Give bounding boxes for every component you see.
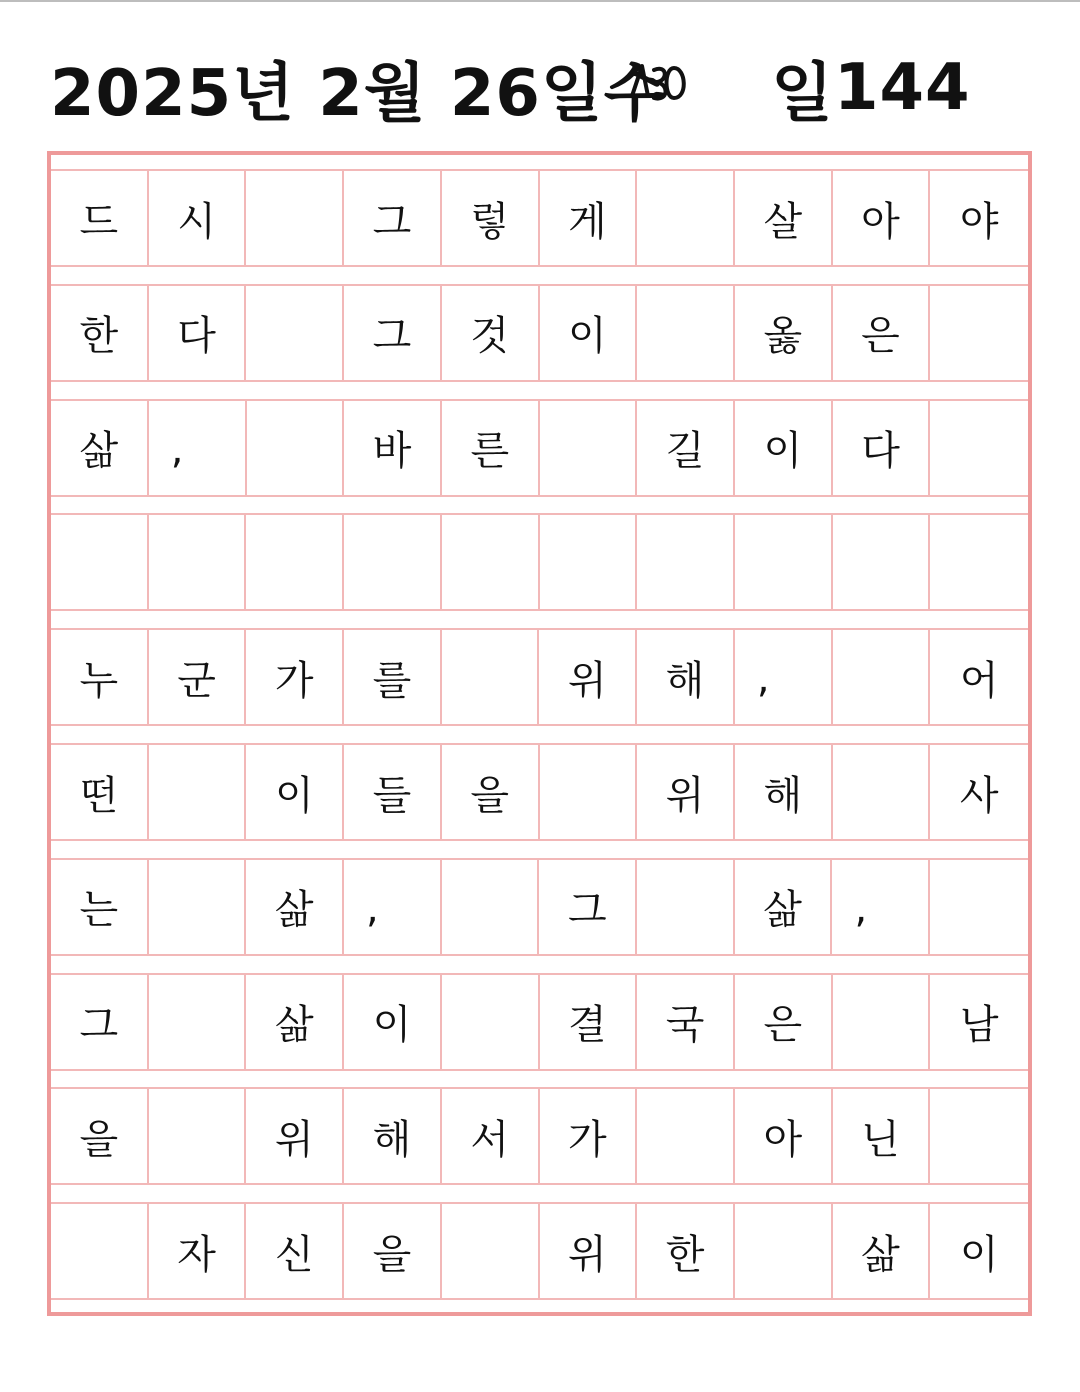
grid-cell: 들 xyxy=(344,745,442,839)
grid-cell: 자 xyxy=(149,1204,247,1298)
grid-cell: 위 xyxy=(539,630,637,724)
grid-cell-empty xyxy=(833,745,931,839)
grid-cell: 삶 xyxy=(51,401,149,495)
grid-cell: , xyxy=(149,401,247,495)
grid-cell-empty xyxy=(442,630,540,724)
grid-cell: 닌 xyxy=(833,1089,931,1183)
grid-cell-empty xyxy=(442,1204,540,1298)
grid-cell-empty xyxy=(246,171,344,265)
grid-cell-empty xyxy=(247,401,345,495)
grid-cell-empty xyxy=(344,515,442,609)
grid-cell: 남 xyxy=(959,1002,999,1049)
title-weekday xyxy=(604,42,834,134)
grid-cell: 한 xyxy=(637,1204,735,1298)
grid-cell: 을 xyxy=(344,1204,442,1298)
grid-cell-empty xyxy=(930,860,1028,954)
grid-cell-empty xyxy=(442,515,540,609)
grid-row xyxy=(51,628,1028,726)
grid-cell: 어 xyxy=(959,657,999,704)
grid-cell: 신 xyxy=(246,1204,344,1298)
grid-cell: , xyxy=(735,630,833,724)
grid-cell-empty xyxy=(149,745,247,839)
grid-cell: 은 xyxy=(833,286,931,380)
grid-cell: 이 xyxy=(540,286,638,380)
grid-cell: 국 xyxy=(637,975,735,1069)
grid-row xyxy=(51,1202,1028,1300)
grid-cell: 다 xyxy=(833,401,931,495)
grid-cell-empty xyxy=(930,286,1028,380)
grid-cell: 사 xyxy=(959,772,999,819)
grid-cell: 결 xyxy=(540,975,638,1069)
grid-cell-empty xyxy=(246,515,344,609)
grid-cell-empty xyxy=(930,401,1028,495)
grid-cell-empty xyxy=(540,401,638,495)
grid-cell: 길 xyxy=(637,401,735,495)
grid-cell: 야 xyxy=(959,198,999,245)
grid-cell: 는 xyxy=(51,860,149,954)
grid-cell: 삶 xyxy=(246,975,344,1069)
grid-cell-empty xyxy=(442,975,540,1069)
grid-row xyxy=(51,1087,1028,1185)
title-date: 2025년 2월 26일 xyxy=(50,57,604,131)
grid-cell-empty xyxy=(930,1089,1028,1183)
grid-cell: 위 xyxy=(540,1204,638,1298)
grid-cell-empty xyxy=(51,515,149,609)
grid-cell: 위 xyxy=(637,745,735,839)
grid-cell-empty xyxy=(51,1204,149,1298)
grid-cell: 은 xyxy=(735,975,833,1069)
grid-cell-empty xyxy=(930,515,1028,609)
title-weekday-suffix: 일 xyxy=(771,57,834,131)
grid-row xyxy=(51,513,1028,611)
grid-cell-empty xyxy=(833,975,931,1069)
grid-cell: 해 xyxy=(637,630,735,724)
grid-cell: 삶 xyxy=(246,860,344,954)
grid-cell-empty xyxy=(442,860,540,954)
grid-cell-empty xyxy=(637,515,735,609)
grid-row xyxy=(51,169,1028,267)
grid-cell: 삶 xyxy=(833,1204,931,1298)
grid-cell: 을 xyxy=(442,745,540,839)
grid-cell-empty xyxy=(833,630,931,724)
grid-cell: 가 xyxy=(246,630,344,724)
crossed-out-scribble xyxy=(628,60,690,106)
grid-cell: 위 xyxy=(246,1089,344,1183)
grid-cell: 해 xyxy=(735,745,833,839)
top-divider xyxy=(0,0,1080,2)
grid-cell: 삶 xyxy=(735,860,833,954)
grid-cell: 그 xyxy=(51,975,149,1069)
grid-cell-empty xyxy=(637,1089,735,1183)
grid-cell: 이 xyxy=(959,1231,999,1278)
grid-row xyxy=(51,973,1028,1071)
grid-cell: 시 xyxy=(149,171,247,265)
grid-cell: 것 xyxy=(442,286,540,380)
page-title xyxy=(50,38,1040,138)
grid-row xyxy=(51,284,1028,382)
grid-cell: 다 xyxy=(149,286,247,380)
grid-cell: 한 xyxy=(51,286,149,380)
grid-cell-empty xyxy=(735,515,833,609)
grid-cell: 드 xyxy=(51,171,149,265)
grid-cell: 해 xyxy=(344,1089,442,1183)
grid-cell-empty xyxy=(637,286,735,380)
grid-cell: 이 xyxy=(735,401,833,495)
grid-cell: 군 xyxy=(149,630,247,724)
grid-cell-empty xyxy=(246,286,344,380)
grid-cell: 옳 xyxy=(735,286,833,380)
grid-cell-empty xyxy=(149,975,247,1069)
grid-cell: 을 xyxy=(51,1089,149,1183)
grid-row xyxy=(51,743,1028,841)
grid-cell-empty xyxy=(833,515,931,609)
grid-cell: 이 xyxy=(344,975,442,1069)
grid-cell-empty xyxy=(735,1204,833,1298)
grid-cell: 이 xyxy=(246,745,344,839)
grid-cell: 살 xyxy=(735,171,833,265)
grid-row xyxy=(51,858,1028,956)
grid-cell: 렇 xyxy=(442,171,540,265)
grid-cell: 른 xyxy=(442,401,540,495)
grid-cell: 아 xyxy=(735,1089,833,1183)
grid-cell-empty xyxy=(540,515,638,609)
grid-cell: 그 xyxy=(539,860,637,954)
grid-cell: , xyxy=(344,860,442,954)
grid-cell-empty xyxy=(637,171,735,265)
grid-cell-empty xyxy=(149,1089,247,1183)
grid-cell: 가 xyxy=(540,1089,638,1183)
title-weekday-prefix: 수 xyxy=(603,57,667,131)
grid-cell: 게 xyxy=(540,171,638,265)
grid-cell: 를 xyxy=(344,630,442,724)
grid-cell: 바 xyxy=(344,401,442,495)
grid-cell-empty xyxy=(637,860,735,954)
grid-cell: 누 xyxy=(51,630,149,724)
grid-cell: 서 xyxy=(442,1089,540,1183)
grid-cell: 떤 xyxy=(51,745,149,839)
grid-cell: 그 xyxy=(344,286,442,380)
grid-cell: , xyxy=(832,860,930,954)
grid-cell: 아 xyxy=(833,171,931,265)
grid-cell-empty xyxy=(149,860,247,954)
grid-row xyxy=(51,399,1028,497)
grid-cell: 그 xyxy=(344,171,442,265)
title-entry-number: 144 xyxy=(833,51,971,125)
manuscript-sheet xyxy=(47,151,1032,1316)
grid-cell-empty xyxy=(540,745,638,839)
grid-cell-empty xyxy=(149,515,247,609)
